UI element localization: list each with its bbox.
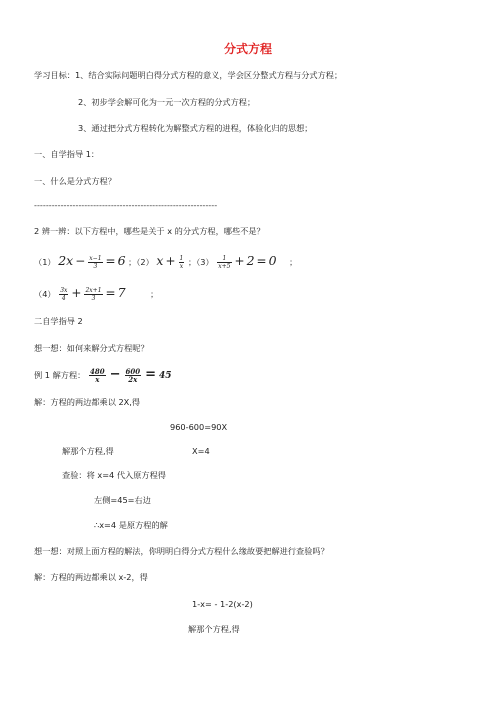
eq1-label: （1）: [34, 257, 56, 267]
dashed-divider: --------------------------------------------------------------: [34, 200, 218, 210]
eq1-fraction: $\frac{x-1}{3}$: [89, 255, 102, 270]
example-label: 例 1 解方程：: [34, 370, 86, 380]
example-fraction-b: $\frac{600}{2x}$: [125, 367, 141, 384]
goal-1: 学习目标：1、结合实际问题明白得分式方程的意义，学会区分整式方程与分式方程；: [34, 70, 343, 80]
goal-3: 3、通过把分式方程转化为解整式方程的进程，体验化归的思想；: [78, 123, 313, 133]
solution2-solve-label: 解那个方程,得: [188, 624, 240, 634]
eq3-term: 2: [246, 253, 255, 268]
eq3-label: ；（3）: [187, 257, 214, 267]
solution2-step-1: 解：方程的两边都乘以 x-2，得: [34, 572, 148, 582]
example-rhs: 45: [159, 371, 172, 381]
eq3-rhs: 0: [268, 253, 277, 268]
eq1-term: 2x: [58, 253, 74, 268]
example-fraction-a: $\frac{480}{x}$: [89, 367, 105, 384]
eq4-rhs: 7: [117, 285, 126, 300]
equation-row-2: （4） $\frac{3x}{4}$ + $\frac{2x+1}{3}$ = 7 ；: [34, 285, 159, 302]
solution2-equation: 1-x= - 1-2(x-2): [192, 599, 253, 609]
goal-2: 2、初步学会解可化为一元一次方程的分式方程；: [78, 97, 256, 107]
eq2-label: ；（2）: [128, 257, 154, 267]
eq1-rhs: 6: [117, 253, 126, 268]
eq4-fraction-b: $\frac{2x+1}{3}$: [85, 287, 102, 302]
section-heading-guide-1: 一、自学指导 1：: [34, 149, 100, 159]
solution-step-1: 解：方程的两边都乘以 2X,得: [34, 397, 141, 407]
think-prompt-1: 想一想：如何来解分式方程呢？: [34, 343, 149, 353]
section-heading-guide-2: 二自学指导 2: [34, 316, 83, 326]
identify-prompt: 2 辨一辨：以下方程中，哪些是关于 x 的分式方程，哪些不是？: [34, 226, 265, 236]
eq4-separator: ；: [150, 289, 159, 299]
eq4-fraction-a: $\frac{3x}{4}$: [60, 287, 68, 302]
eq4-label: （4）: [34, 289, 56, 299]
eq2-fraction: $\frac{1}{x}$: [179, 255, 184, 270]
solution-conclusion: ∴x=4 是原方程的解: [94, 520, 168, 530]
solution-solve-label: 解那个方程,得: [62, 446, 114, 456]
page-title: 分式方程: [223, 42, 272, 56]
solution-check: 查验：将 x=4 代入原方程得: [62, 470, 166, 480]
question-what-is: 一、什么是分式方程？: [34, 176, 116, 186]
eq3-fraction: $\frac{1}{x+5}$: [218, 255, 231, 270]
solution-check-result: 左侧=45=右边: [94, 495, 151, 505]
think-prompt-2: 想一想：对照上面方程的解法，你明明白得分式方程什么缘故要把解进行查验吗？: [34, 546, 329, 556]
eq2-term: x: [156, 253, 164, 268]
eq3-separator: ；: [289, 257, 298, 267]
equation-row-1: （1） 2x − $\frac{x-1}{3}$ = 6 ；（2） x + $\frac{1}{x}$ ；（3） $\frac{1}{x+5}$ + 2 = 0 ；: [34, 253, 298, 270]
solution-solve-value: X=4: [192, 446, 210, 456]
example-1: 例 1 解方程： $\frac{480}{x}$ − $\frac{600}{2x}$ = 45: [34, 367, 172, 384]
solution-equation-1: 960-600=90X: [170, 422, 228, 432]
